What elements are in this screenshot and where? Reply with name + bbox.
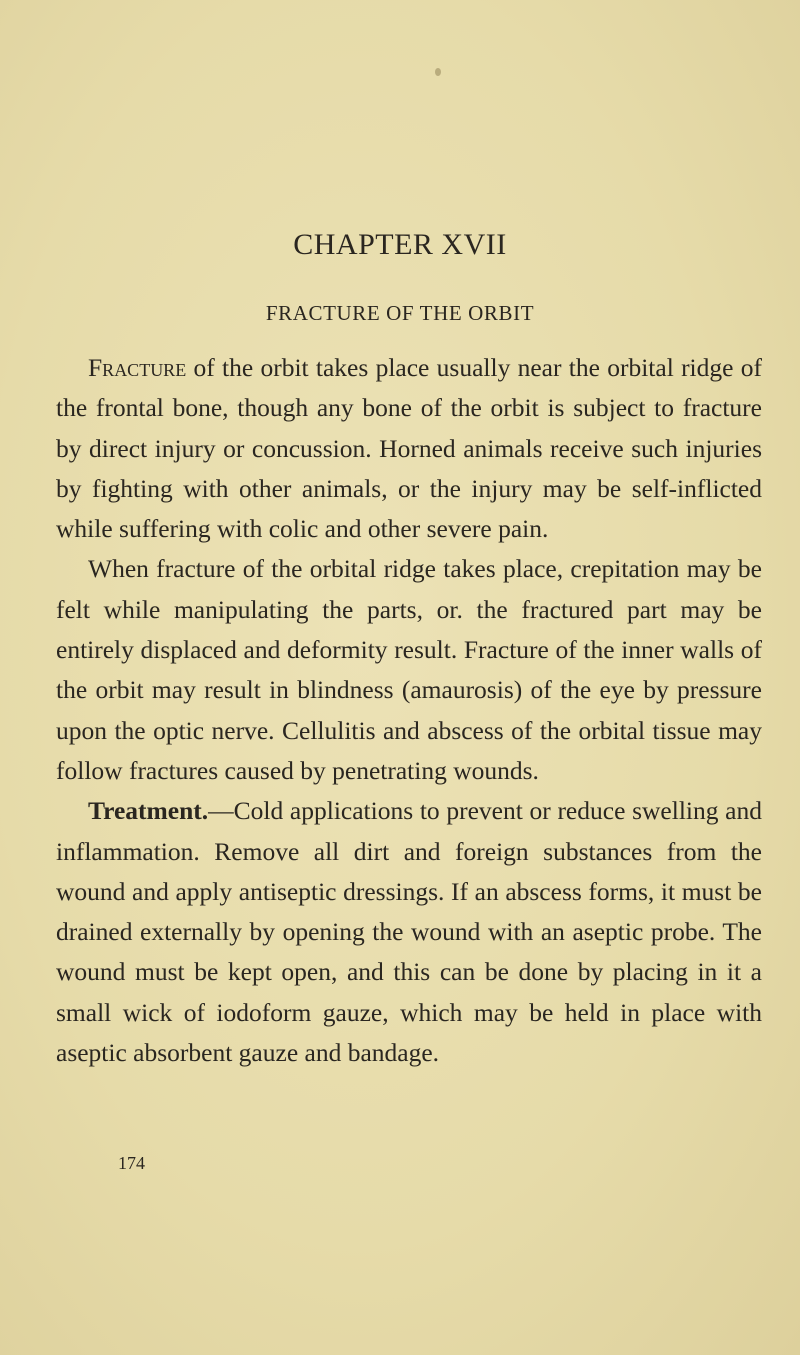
chapter-heading: CHAPTER XVII (293, 228, 507, 261)
paragraph-1 (56, 348, 762, 549)
paragraph-3-text: —Cold applications to prevent or reduce swelling and inflammation. Remove all dirt and foreign substances from the wound and apply antiseptic dressings. If an abscess forms, it must be drained externally by opening the wound with an aseptic probe. The wound must be kept open, and this can be done by placing in it a small wick of iodoform gauze, which may be held in place with aseptic absorbent gauze and bandage. (56, 796, 762, 1068)
paragraph-1-text: of the orbit takes place usually near the orbital ridge of the frontal bone, though any bone of the orbit is subject to fracture by direct injury or concussion. Horned animals receive such injuries by fighting with other animals, or the injury may be self-inflicted while suffering with colic and other severe pain. (56, 353, 762, 544)
paragraph-1-lead: Fracture (88, 353, 187, 382)
paper-speck (435, 68, 441, 76)
paragraph-3 (56, 791, 762, 1073)
treatment-heading: Treatment. (88, 796, 209, 826)
page-number: 174 (118, 1153, 145, 1173)
section-title: FRACTURE OF THE ORBIT (265, 301, 535, 325)
paragraph-2: When fracture of the orbital ridge takes place, crepitation may be felt while manipulating the parts, or. the fractured part may be entirely displaced and deformity result. Fracture of the inner walls of the orbit may result in blindness (amaurosis) of the eye by pressure upon the optic nerve. Cellulitis and abscess of the orbital tissue may follow fractures caused by penetrating wounds. (56, 554, 762, 785)
body-text (56, 348, 762, 1073)
